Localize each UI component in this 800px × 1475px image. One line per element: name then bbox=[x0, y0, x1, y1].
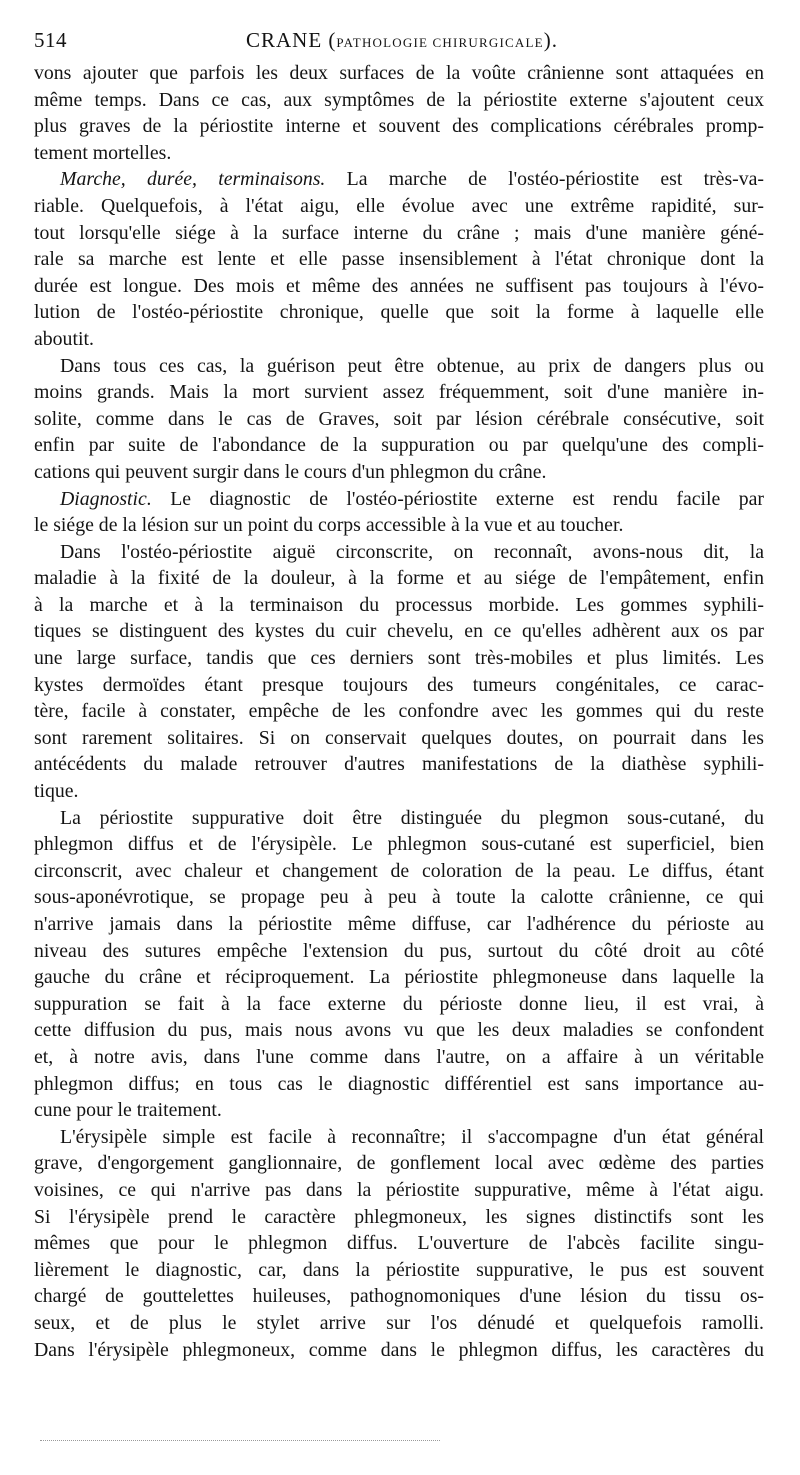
text-line bbox=[34, 778, 764, 805]
line-text: riable. Quelquefois, à l'état aigu, elle évolue avec une extrême rapidité, sur- bbox=[34, 194, 764, 217]
line-text: Le diagnostic de l'ostéo-périostite externe est rendu facile par bbox=[151, 487, 764, 510]
text-line bbox=[34, 299, 764, 326]
text-line bbox=[34, 1177, 764, 1204]
line-text: sont rarement solitaires. Si on conservait quelques doutes, on pourrait dans les bbox=[34, 726, 764, 749]
text-line bbox=[34, 592, 764, 619]
text-line bbox=[34, 1044, 764, 1071]
text-line bbox=[34, 618, 764, 645]
text-line bbox=[34, 805, 764, 832]
line-text: tère, facile à constater, empêche de les confondre avec les gommes qui du reste bbox=[34, 700, 764, 723]
text-line bbox=[34, 512, 764, 539]
line-text: niveau des sutures empêche l'extension du pus, surtout du côté droit au côté bbox=[34, 939, 764, 962]
text-line bbox=[34, 193, 764, 220]
text-line bbox=[34, 831, 764, 858]
line-text: aboutit. bbox=[34, 327, 94, 350]
text-line bbox=[34, 1283, 764, 1310]
line-text: phlegmon diffus et de l'érysipèle. Le phlegmon sous-cutané est superficiel, bien bbox=[34, 833, 764, 856]
text-line bbox=[34, 1310, 764, 1337]
text-line bbox=[34, 1017, 764, 1044]
text-line bbox=[34, 113, 764, 140]
text-line bbox=[34, 1257, 764, 1284]
text-line bbox=[34, 459, 764, 486]
text-line bbox=[34, 406, 764, 433]
text-line bbox=[34, 1124, 764, 1151]
text-line bbox=[34, 87, 764, 114]
line-text: tique. bbox=[34, 780, 79, 803]
line-text: maladie à la fixité de la douleur, à la forme et au siége de l'empâtement, enfin bbox=[34, 567, 764, 590]
header-title-close: ). bbox=[543, 28, 558, 52]
header-subtitle: PATHOLOGIE CHIRURGICALE bbox=[336, 35, 544, 50]
section-heading: Diagnostic. bbox=[60, 487, 152, 510]
line-text: seux, et de plus le stylet arrive sur l'os dénudé et quelquefois ramolli. bbox=[34, 1311, 764, 1334]
line-text: suppuration se fait à la face externe du périoste donne lieu, il est vrai, à bbox=[34, 992, 764, 1015]
text-line bbox=[34, 1071, 764, 1098]
footer-rule bbox=[40, 1440, 440, 1441]
text-line bbox=[34, 1097, 764, 1124]
line-text: Dans tous ces cas, la guérison peut être obtenue, au prix de dangers plus ou bbox=[60, 354, 764, 377]
section-heading: Marche, durée, terminaisons. bbox=[60, 168, 326, 191]
line-text: une large surface, tandis que ces derniers sont très-mobiles et plus limités. Les bbox=[34, 647, 764, 670]
line-text: Dans l'ostéo-périostite aiguë circonscrite, on reconnaît, avons-nous dit, la bbox=[60, 540, 764, 563]
text-line bbox=[34, 166, 764, 193]
line-text: L'érysipèle simple est facile à reconnaître; il s'accompagne d'un état général bbox=[60, 1125, 764, 1148]
line-text: Si l'érysipèle prend le caractère phlegmoneux, les signes distinctifs sont les bbox=[34, 1205, 764, 1228]
text-line bbox=[34, 246, 764, 273]
line-text: tiques se distinguent des kystes du cuir chevelu, en ce qu'elles adhèrent aux os par bbox=[34, 620, 764, 643]
running-head bbox=[34, 28, 770, 54]
line-text: n'arrive jamais dans la périostite même diffuse, car l'adhérence du périoste au bbox=[34, 913, 764, 935]
line-text: antécédents du malade retrouver d'autres manifestations de la diathèse syphili- bbox=[34, 753, 764, 776]
line-text: lièrement le diagnostic, car, dans la périostite suppurative, le pus est souvent bbox=[34, 1258, 764, 1281]
line-text: plus graves de la périostite interne et souvent des complications cérébrales promp- bbox=[34, 115, 764, 138]
line-text: mêmes que pour le phlegmon diffus. L'ouverture de l'abcès facilite singu- bbox=[34, 1232, 764, 1255]
text-line bbox=[34, 353, 764, 380]
line-text: cations qui peuvent surgir dans le cours d'un phlegmon du crâne. bbox=[34, 460, 547, 483]
line-text: gauche du crâne et réciproquement. La périostite phlegmoneuse dans laquelle la bbox=[34, 966, 764, 989]
line-text: tement mortelles. bbox=[34, 141, 172, 164]
text-line bbox=[34, 938, 764, 965]
line-text: enfin par suite de l'abondance de la suppuration ou par quelqu'une des compli- bbox=[34, 434, 764, 457]
text-line bbox=[34, 60, 764, 87]
text-line bbox=[34, 1204, 764, 1231]
text-line bbox=[34, 858, 764, 885]
text-line bbox=[34, 220, 764, 247]
line-text: Dans l'érysipèle phlegmoneux, comme dans le phlegmon diffus, les caractères du bbox=[34, 1338, 764, 1361]
line-text: même temps. Dans ce cas, aux symptômes de la périostite externe s'ajoutent ceux bbox=[34, 88, 764, 111]
text-line bbox=[34, 964, 764, 991]
line-text: phlegmon diffus; en tous cas le diagnostic différentiel est sans importance au- bbox=[34, 1072, 764, 1095]
text-line bbox=[34, 326, 764, 353]
text-line bbox=[34, 565, 764, 592]
text-line bbox=[34, 751, 764, 778]
header-title bbox=[34, 28, 770, 53]
line-text: kystes dermoïdes étant presque toujours des tumeurs congénitales, ce carac- bbox=[34, 673, 764, 696]
text-line bbox=[34, 672, 764, 699]
line-text: lution de l'ostéo-périostite chronique, quelle que soit la forme à laquelle elle bbox=[34, 301, 764, 324]
line-text: à la marche et à la terminaison du processus morbide. Les gommes syphili- bbox=[34, 593, 764, 616]
line-text: rale sa marche est lente et elle passe insensiblement à l'état chronique dont la bbox=[34, 248, 764, 271]
page-number: 514 bbox=[34, 28, 67, 52]
text-line bbox=[34, 991, 764, 1018]
text-line bbox=[34, 273, 764, 300]
line-text: grave, d'engorgement ganglionnaire, de gonflement local avec œdème des parties bbox=[34, 1152, 764, 1175]
text-line bbox=[34, 432, 764, 459]
line-text: durée est longue. Des mois et même des années ne suffisent pas toujours à l'évo- bbox=[34, 274, 764, 297]
text-line bbox=[34, 486, 764, 513]
text-line bbox=[34, 1230, 764, 1257]
line-text: solite, comme dans le cas de Graves, soit par lésion cérébrale consécutive, soit bbox=[34, 407, 764, 430]
text-line bbox=[34, 539, 764, 566]
text-line bbox=[34, 884, 764, 911]
line-text: cette diffusion du pus, mais nous avons vu que les deux maladies se confondent bbox=[34, 1019, 764, 1042]
text-line bbox=[34, 911, 764, 938]
line-text: et, à notre avis, dans l'une comme dans l'autre, on a affaire à un véritable bbox=[34, 1045, 764, 1068]
line-text: circonscrit, avec chaleur et changement de coloration de la peau. Le diffus, étant bbox=[34, 859, 764, 882]
text-line bbox=[34, 1337, 764, 1364]
text-line bbox=[34, 698, 764, 725]
line-text: moins grands. Mais la mort survient assez fréquemment, soit d'une manière in- bbox=[34, 381, 764, 404]
line-text: le siége de la lésion sur un point du corps accessible à la vue et au toucher. bbox=[34, 514, 624, 537]
header-title-main: CRANE ( bbox=[246, 28, 337, 52]
body-text bbox=[34, 60, 764, 1363]
line-text: voisines, ce qui n'arrive pas dans la périostite suppurative, même à l'état aigu. bbox=[34, 1178, 764, 1201]
line-text: chargé de gouttelettes huileuses, pathognomoniques d'une lésion du tissu os- bbox=[34, 1285, 764, 1308]
text-line bbox=[34, 725, 764, 752]
text-line bbox=[34, 140, 764, 167]
line-text: La marche de l'ostéo-périostite est très-va- bbox=[325, 168, 764, 191]
text-line bbox=[34, 379, 764, 406]
line-text: La périostite suppurative doit être distinguée du plegmon sous-cutané, du bbox=[60, 806, 764, 829]
line-text: vons ajouter que parfois les deux surfaces de la voûte crânienne sont attaquées en bbox=[34, 62, 764, 84]
text-line bbox=[34, 1150, 764, 1177]
line-text: tout lorsqu'elle siége à la surface interne du crâne ; mais d'une manière géné- bbox=[34, 221, 764, 244]
line-text: sous-aponévrotique, se propage peu à peu à toute la calotte crânienne, ce qui bbox=[34, 886, 764, 909]
text-line bbox=[34, 645, 764, 672]
line-text: cune pour le traitement. bbox=[34, 1099, 222, 1122]
